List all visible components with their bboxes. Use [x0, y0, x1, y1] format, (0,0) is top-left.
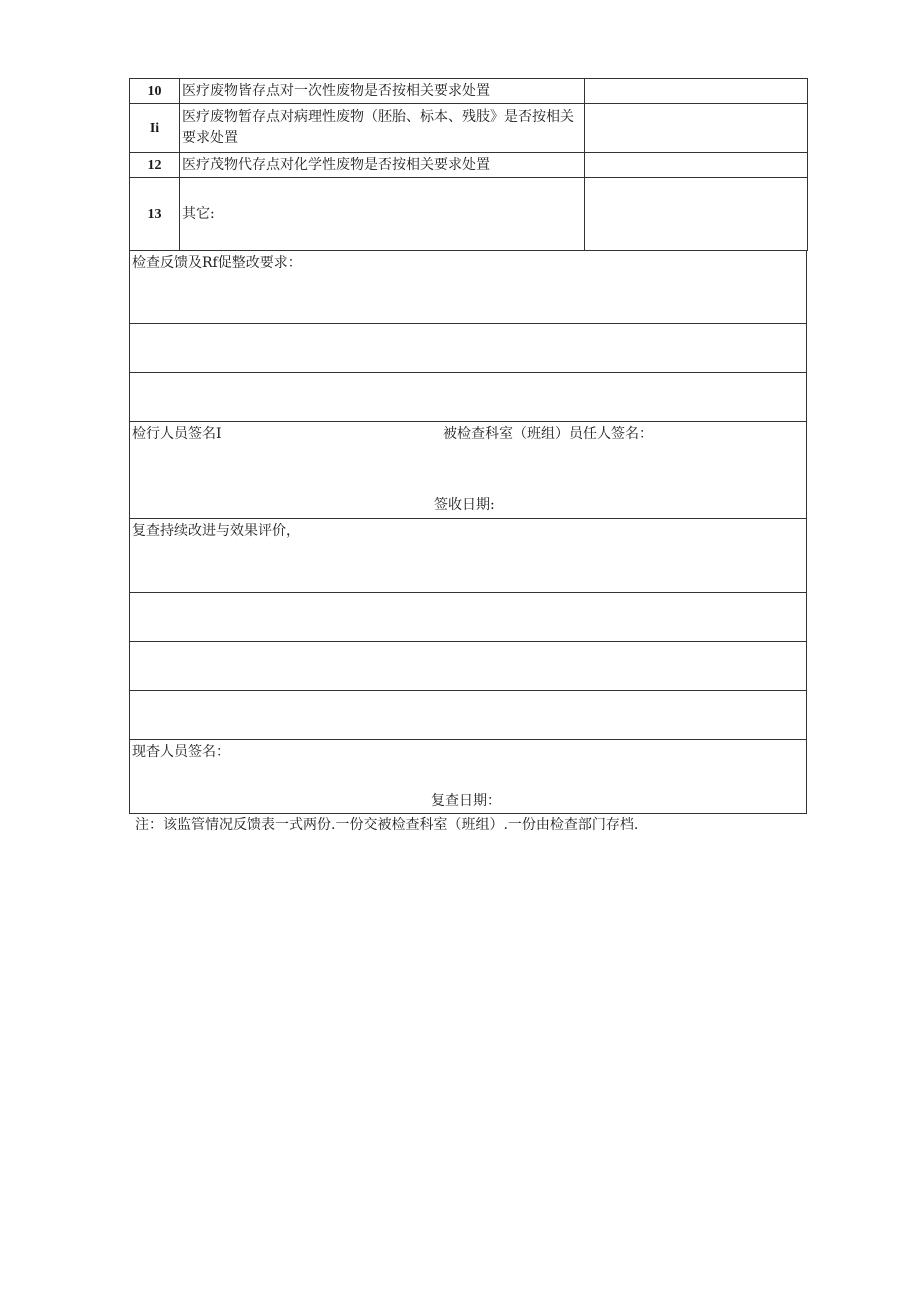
table-row [130, 153, 808, 178]
item-description: 医疗废物暂存点对病理性废物（胚胎、标本、残肢》是否按相关要求处置 [180, 104, 585, 153]
item-description: 医疗茂物代存点对化学性废物是否按相关要求处置 [180, 153, 585, 178]
item-number: Ii [130, 104, 180, 153]
inspection-items-table [129, 78, 808, 251]
review-section[interactable] [129, 519, 807, 593]
item-description: 其它: [180, 178, 585, 251]
item-number: 12 [130, 153, 180, 178]
dept-signature-label: 被检查科室（班组）员任人签名： [443, 426, 653, 442]
feedback-section[interactable] [129, 251, 807, 324]
item-result-cell[interactable] [585, 153, 808, 178]
signature-section[interactable] [129, 422, 807, 519]
item-description: 医疗废物皆存点对一次性废物是否按相关要求处置 [180, 79, 585, 104]
form-note: 注：该监管情况反馈表一式两份.一份交被检查科室（班组）.一份由检查部门存档. [135, 817, 639, 833]
feedback-form [129, 78, 807, 814]
review-signature-section[interactable] [129, 740, 807, 814]
item-result-cell[interactable] [585, 79, 808, 104]
table-row [130, 79, 808, 104]
review-blank-line[interactable] [129, 593, 807, 642]
item-result-cell[interactable] [585, 104, 808, 153]
feedback-blank-line[interactable] [129, 373, 807, 422]
item-number: 13 [130, 178, 180, 251]
inspector-signature-label: 检行人员签名I [132, 426, 222, 442]
table-row [130, 178, 808, 251]
item-result-cell[interactable] [585, 178, 808, 251]
reviewer-signature-label: 现杳人员签名： [132, 744, 230, 760]
review-label: 复查持续改进与效果评价， [132, 523, 300, 539]
review-date-label: 复查日期： [431, 793, 501, 809]
item-number: 10 [130, 79, 180, 104]
feedback-blank-line[interactable] [129, 324, 807, 373]
table-row [130, 104, 808, 153]
receipt-date-label: 签收日期: [434, 497, 495, 513]
review-blank-line[interactable] [129, 691, 807, 740]
feedback-label: 检查反馈及Rf促整改要求： [132, 255, 302, 271]
review-blank-line[interactable] [129, 642, 807, 691]
